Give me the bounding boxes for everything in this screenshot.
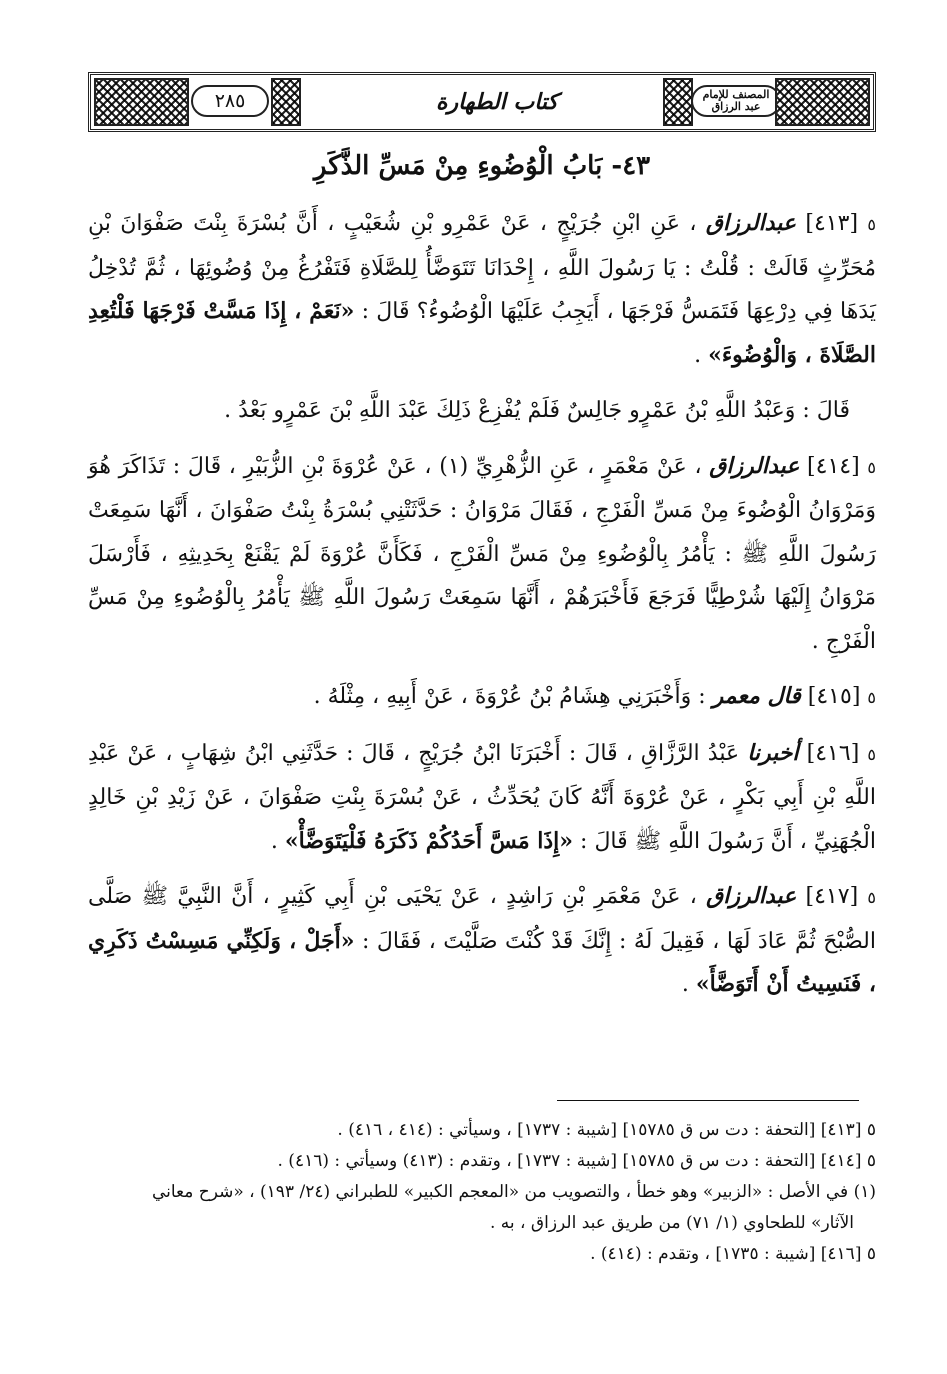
hadith-tail: . bbox=[270, 828, 285, 854]
hadith-text: ، عَنْ مَعْمَرِ بْنِ رَاشِدٍ ، عَنْ يَحْيَى بْنِ أَبِي كَثِيرٍ ، أَنَّ النَّبِيَّ ﷺ صَلَّى الصُّبْحَ ثُمَّ عَادَ لَهَا ، فَقِيلَ لَهُ : إِنَّكَ قَدْ كُنْتَ صَلَّيْتَ ، فَقَالَ : bbox=[88, 884, 876, 954]
footnote-414: ٥ [٤١٤] [التحفة : دت س ق ١٥٧٨٥] [شيبة : ١٧٣٧] ، وتقدم : (٤١٣) وسيأتي : (٤١٦) . bbox=[277, 1151, 876, 1171]
footnote-divider bbox=[557, 1100, 859, 1101]
hadith-number: [٤١٥] bbox=[807, 684, 861, 709]
hadith-414 bbox=[88, 445, 876, 664]
hadith-author: أخبرنا bbox=[747, 739, 799, 766]
hadith-tail: . bbox=[694, 342, 709, 368]
footnotes bbox=[88, 1115, 876, 1270]
footnote-1-continued: الآثار» للطحاوي (١/ ٧١) من طريق عبد الرزاق ، به . bbox=[489, 1213, 854, 1233]
header-ornament-mid-right bbox=[663, 78, 693, 126]
hadith-text: : وَأَخْبَرَنِي هِشَامُ بْنُ عُرْوَةَ ، عَنْ أَبِيهِ ، مِثْلَهُ . bbox=[313, 684, 706, 709]
hadith-number: [٤١٦] bbox=[806, 740, 860, 766]
header-ornament-left bbox=[94, 78, 189, 126]
hadith-author: عبدالرزاق bbox=[705, 210, 796, 236]
hadith-415 bbox=[88, 675, 876, 720]
hadith-marker: ٥ bbox=[867, 744, 876, 764]
book-seal: المصنف للإمام عبد الرزاق bbox=[691, 85, 781, 117]
hadith-marker: ٥ bbox=[867, 888, 877, 907]
footnote-416: ٥ [٤١٦] [شيبة : ١٧٣٥] ، وتقدم : (٤١٤) . bbox=[590, 1244, 876, 1264]
hadith-text: ، عَنِ ابْنِ جُرَيْجٍ ، عَنْ عَمْرِو بْنِ شُعَيْبٍ ، أَنَّ بُسْرَةَ بِنْتَ صَفْوَانَ بْنِ مُحَرِّثٍ قَالَتْ : قُلْتُ : يَا رَسُولَ اللَّهِ ، إِحْدَانَا تَتَوَضَّأُ لِلصَّلَاةِ فَتَفْرُغُ مِنْ وُضُوئِهَا ، ثُمَّ تُدْخِلُ يَدَهَا فِي دِرْعِهَا فَتَمَسُّ فَرْجَهَا ، أَيَجِبُ عَلَيْهَا الْوُضُوءُ؟ قَالَ : bbox=[88, 211, 876, 324]
hadith-quote: «نَعَمْ ، إِذَا مَسَّتْ فَرْجَهَا فَلْتُعِدِ الصَّلَاةَ ، وَالْوُضُوءَ» bbox=[88, 298, 876, 368]
hadith-marker: ٥ bbox=[867, 457, 876, 477]
hadith-text: عَبْدُ الرَّزَّاقِ ، قَالَ : أَخْبَرَنَا ابْنُ جُرَيْجٍ ، قَالَ : حَدَّثَنِي ابْنُ شِهَابٍ ، عَنْ عَبْدِ اللَّهِ بْنِ أَبِي بَكْرٍ ، عَنْ عُرْوَةَ أَنَّهُ كَانَ يُحَدِّثُ ، عَنْ بُسْرَةَ بِنْتِ صَفْوَانَ ، عَنْ زَيْدِ بْنِ خَالِدٍ الْجُهَنِيِّ ، أَنَّ رَسُولَ اللَّهِ ﷺ قَالَ : bbox=[88, 740, 876, 854]
hadith-quote: «أَجَلْ ، وَلَكِنِّي مَسِسْتُ ذَكَرِي ، فَنَسِيتُ أَنْ أَتَوَضَّأَ» bbox=[88, 927, 876, 997]
hadith-number: [٤١٤] bbox=[807, 453, 860, 479]
header-ornament-mid-left bbox=[271, 78, 301, 126]
hadith-author: قال معمر bbox=[712, 683, 801, 709]
hadith-text: قَالَ : وَعَبْدُ اللَّهِ بْنُ عَمْرٍو جَالِسٌ فَلَمْ يُفْزِعْ ذَلِكَ عَبْدَ اللَّهِ بْنَ عَمْرٍو بَعْدُ . bbox=[224, 398, 850, 423]
hadith-author: عبدالرزاق bbox=[709, 452, 800, 479]
hadith-413-note bbox=[88, 389, 876, 433]
hadith-marker: ٥ bbox=[867, 688, 876, 707]
chapter-title: ٤٣- بَابُ الْوُضُوءِ مِنْ مَسِّ الذَّكَرِ bbox=[313, 151, 651, 181]
hadith-number: [٤١٣] bbox=[805, 211, 859, 236]
hadith-text: ، عَنْ مَعْمَرٍ ، عَنِ الزُّهْرِيِّ (١) ، عَنْ عُرْوَةَ بْنِ الزُّبَيْرِ ، قَالَ : تَذَاكَرَ هُوَ وَمَرْوَانُ الْوُضُوءَ مِنْ مَسِّ الْفَرْجِ ، فَقَالَ مَرْوَانُ : حَدَّثَتْنِي بُسْرَةُ بِنْتُ صَفْوَانَ ، أَنَّهَا سَمِعَتْ رَسُولَ اللَّهِ ﷺ : يَأْمُرُ بِالْوُضُوءِ مِنْ مَسِّ الْفَرْجِ ، فَكَأَنَّ عُرْوَةَ لَمْ يَقْنَعْ بِحَدِيثِهِ ، فَأَرْسَلَ مَرْوَانُ إِلَيْهَا شُرْطِيًّا فَرَجَعَ فَأَخْبَرَهُمْ ، أَنَّهَا سَمِعَتْ رَسُولَ اللَّهِ ﷺ يَأْمُرُ بِالْوُضُوءِ مِنْ مَسِّ الْفَرْجِ . bbox=[88, 453, 876, 654]
hadith-tail: . bbox=[681, 972, 696, 997]
hadith-number: [٤١٧] bbox=[805, 884, 859, 909]
hadith-author: عبدالرزاق bbox=[706, 883, 797, 909]
hadith-416 bbox=[88, 732, 876, 864]
hadith-413 bbox=[88, 202, 876, 377]
main-text bbox=[88, 148, 876, 1019]
page-header bbox=[88, 72, 876, 132]
hadith-marker: ٥ bbox=[867, 215, 877, 234]
hadith-quote: «إِذَا مَسَّ أَحَدُكُمْ ذَكَرَهُ فَلْيَتَوَضَّأْ» bbox=[284, 827, 574, 854]
footnote-1: (١) في الأصل : «الزبير» وهو خطأ ، والتصويب من «المعجم الكبير» للطبراني (٢٤/ ١٩٣) ، «شرح معاني bbox=[151, 1182, 876, 1202]
header-ornament-right bbox=[775, 78, 870, 126]
running-title: كتاب الطهارة bbox=[435, 89, 559, 115]
footnote-413: ٥ [٤١٣] [التحفة : دت س ق ١٥٧٨٥] [شيبة : ١٧٣٧] ، وسيأتي : (٤١٤ ، ٤١٦) . bbox=[337, 1120, 876, 1140]
hadith-417 bbox=[88, 875, 876, 1007]
page-number: ٢٨٥ bbox=[191, 85, 269, 117]
